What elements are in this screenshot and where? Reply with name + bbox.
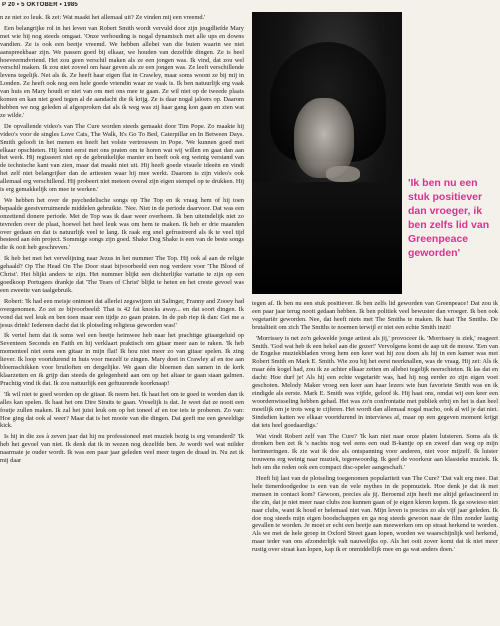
- left-article-column: [0, 14, 244, 623]
- photo-hand-shape: [326, 166, 360, 182]
- article-paragraph: Is hij in die zes à zeven jaar dat hij nu professioneel met muziek bezig is erg veranderd? 'Ik heb het gevoel van niet. Ik denk dat ik in wezen nog dezelfde ben. Je wordt wel wat milder naarmate je ouder wordt. Ik was een paar jaar geleden veel meer tegen de draad in. Nu zet ik mij daar: [0, 433, 244, 465]
- article-paragraph: tegen af. Ik ben nu een stuk positiever. Ik ben zelfs lid geworden van Greenpeace! Dat zou ik een paar jaar terug nooit gedaan hebben. Ik ben politiek veel bewuster dan vroeger. Ik ben ook vegetariër geworden. Nee, dat heeft niets met The Smiths te maken. Ik haat The Smiths. De brutaliteit om zich The Smiths te noemen terwijl er niet een echte Smith inzit!: [252, 300, 498, 331]
- article-paragraph: Robert: 'Ik had een meisje ontmoet dat allerlei zegswijzen uit Salinger, Franny and Zooey had overgenomen. Zo zei ze bijvoorbeeld: That is 42 fat knocks away... en dat soort dingen. Ik vond dat wel leuk en ben toen maar een tijdje zo gaan praten. In de pub riep ik dan: Get me a jesus drink! Iedereen dacht dat ik plotseling religieus geworden was!': [0, 297, 244, 329]
- article-paragraph: Ik heb het met het vervelijning naar Jezus in het nummer The Top. Hij ook al aan de religie gehaald? Op The Head On The Door staat bijvoorbeeld een nog verdere voor 'The Blood of Christ'. Het blijkt anders te zijn. Het nummer blijkt een dichterlijke variatie te zijn op een goedkoop Portugees drankje dat 'The Tears of Christ' blijkt te heten en het creste gevoel was een zweetie van taalgebruik.: [0, 255, 244, 294]
- article-paragraph: Een belangrijke rol in het leven van Robert Smith wordt vervuld door zijn jeugdliefde Mary met wie hij nog steeds omgaat. 'Onze verhouding is nogal dynamisch met alle ups en downs vandien. Ze is ook een beetje vreemd. We hebben allebei van die buien waarin we niet aanspreekbaar zijn. We passen goed bij elkaar, we houden van dezelfde dingen. Ze is heel hoeveermdvriend. Het zou geen verschil maken als ze een jongen was. Ik vind, dat zou wel verschil maken. Ik zou niet zoveel om haar geven als ze een jongen was. Ze leeft verschillende levens tegelijk. Net als ik. Ze heeft haar eigen flat in Crawley, maar soms woont ze bij mij in Londen. Ze heeft ook nog een hele goede vriendin waar ze vaak is. Ik ben natuurlijk erg vaak van huis en Mary houdt er niet van om met ons mee te gaan. Ze wil niet op de tweede plaats komen en kan niet goed tegen al de aandacht die ik krijg. Ze is daar nogal jaloers op. Daarom hebben we nog geleden al afgesproken dat als ik weg was zij haar gang kon gaan en zien wat ze wilde.': [0, 24, 244, 119]
- right-article-column: [252, 300, 498, 623]
- article-paragraph: De opvallende video's van The Cure worden steeds gemaakt door Tim Pope. Zo maakte hij video's voor de singles Love Cats, The Walk, It's Go To Bed, Caterpillar en In Between Days. Smith gelooft in het menen en heeft het volste vertrouwen in Pope. 'We kunnen goed met elkaar opschieten. Hij komt eerst met ons praten om te horen wat wij willen en gaat dan aan het werk. Hij regisseert niet op de gebruikelijke manier en heeft ook erg weinig verstand van de technische kant van zien, maar dat maakt niet uit. Hij heeft goede visuele ideeën en vindt het zelf niet belangrijker dan de artiesten waar hij mee werkt. Daarom is zijn video's ook allemaal erg verschillend. Hij probeert niet meteen overal zijn eigen stempel op te drukken. Hij is erg gemakkelijk om mee te werken.': [0, 122, 244, 194]
- portrait-photo: [252, 12, 402, 294]
- article-paragraph: Wat vindt Robert zelf van The Cure? 'Ik kan niet naar onze platen luisteren. Soms als ik dronken ben zet ik 's nachts nog wel eens een oud B-kantje op en zweef dan weg op mijn herinneringen. Ik zie wat ik doe als ontspanning voor anderen, niet voor mijzelf. Ik luister trouwens erg weinig naar muziek, tegenwoordig. Ik geef de voorkeur aan klassieke muziek. Ik heb om die reden ook een compact disc-speler aangeschaft.': [252, 432, 498, 472]
- article-paragraph: 'Morrissey is net zo'n gekwelde jonge artiest als jij,' provoceer ik. 'Morrissey is ziek,' reageert Smith. 'God wat heb ik een hekel aan die gozer!' Vervolgens komt de aap uit de mouw. 'Een van de Engelse muziekbladen vroeg hem een keer wat hij zou doen als hij in een kamer was met Robert Smith en Mark E. Smith. Wie zou hij het eerst neerknallen, was de vraag. Hij zei: Als ik maar één kogel had, zou ik ze achter elkaar zetten en allebei tegelijk neerschieten. Ik las dat en dacht: Hoe durf je! Als hij een echte vegetariër was, had hij nog eerder zo zijn eigen voet geschoten. Melody Maker vroeg een keer aan haar lezers wie hun favoriete Smith was en ik eindigde als eerste. Mark E. Smith was vijfde, geloof ik. Hij haat ons, omdat wij een keer een woordenwisseling hebben gehad. Het was zo'n confrontatie met publiek erbij en het is dan heel moeilijk om je trots weg te cijferen. Het wordt dan allemaal nogal macho, ook al wil je dat niet. Sindsdien katten we elkaar voortdurend in interviews af, maar op een gegeven moment krijgt dat iets heel goedaardigs.': [252, 334, 498, 429]
- photo-coat-shape: [252, 182, 402, 294]
- article-paragraph: Ik vertel hem dat ik soms wel een beetje heimwee heb naar het prachtige gitaargeluid op Seventeen Seconds en Faith en hij verklaart praktisch om gitaar meer aan te raken. 'Ik heb momenteel niet eens een gitaar in mijn flat! Ik hou niet meer zo van gitaar spelen. Ik zing liever. Ik loop voortdurend in huis voor mezelf te zingen. Mary doet in Crawley af en toe aan bloemschikken voor bruiloften en dergelijke. We gaan die bloemen dan samen in de kerk klaarzetten en ik grijp dan steeds de gelegenheid aan om op het altaar te gaan staan galmen. Prachtig vind ik dat. Ik zou natuurlijk een geftuurende koorknaap!: [0, 332, 244, 387]
- article-paragraph: We hebben het over de psychedelische songs op The Top en ik vraag hem of hij toen bepaalde geestverruimende middelen gebruikte. 'Nee. Niet in de periode daarvoor. Dat was een onzettend donere periode. Met de Top was ik daar weer overheen. Ik ben uiteindelijk niet zo tevreden over de plaat, hoewel het heel leuk was om hem te maken. Ik heb er drie maanden over gedaan en dat is natuurlijk veel te lang. Ik raak erg snel gefrustreerd als ik te veel tijd besteed aan één project. Sommige songs zijn goed. Shake Dog Shake is een van de beste songs die ik ooit heb geschreven.': [0, 196, 244, 252]
- article-paragraph: 'Ik wil niet te goed worden op de gitaar. Ik neem het. Ik haat het om te goed te worden dan ik alles kan spelen. Ik haat het om Dire Straits te gaan. Vreselijk is dat. Je weet dat ze nooit een foutje zullen maken. Ik zal het juist leuk om op het toneel af en toe iets te proberen. Zo van: Hoe ging dat ook al weer? Maar dat is het mooie van die dingen. Dat geeft me een geweldige kick.: [0, 390, 244, 430]
- pull-quote: 'Ik ben nu een stuk positiever dan vroeger, ik ben zelfs lid van Greenpeace geworden': [408, 177, 490, 259]
- article-paragraph: n ze niet zo leuk. Ik zei: Wat maakt het allemaal uit? Ze vinden mij een vreemd.': [0, 14, 206, 21]
- running-head: P 20 • 5 OKTOBER • 1985: [2, 2, 78, 8]
- article-paragraph: Heeft hij last van de plotseling toegenomen populariteit van The Cure? 'Dat valt erg mee. Dat hele tienerdoodgedoe is een van de vele mythes in de popmuziek. Hoe denk je dat ik met mensen in contact kom? Gewoon, precies als jij. Beroemd zijn heeft me altijd gefascineerd in die zin, dat je niet meer naar clubs zou kunnen gaan of je eigen kleren kopen. Ik ga sowieso niet naar clubs, want ik houd er helemaal niet van. Mijn leven is precies zo als vijf jaar geleden. Ik doe nog steeds mijn eigen boodschappen en ga nog steeds gewoon naar de film zonder lastig gevallen te worden. Je moet er echt een beetje aan meewerken om op straat herkend te worden. Als we met de hele groep in Oxford Street gaan lopen, worden we waarschijnlijk wel herkend, maar ieder van ons afzonderlijk valt nauwelijks op. Als het ooit zover komt dat ik niet meer rustig over straat kan lopen, kap ik er onmiddellijk mee en ga wat anders doen.': [252, 475, 498, 554]
